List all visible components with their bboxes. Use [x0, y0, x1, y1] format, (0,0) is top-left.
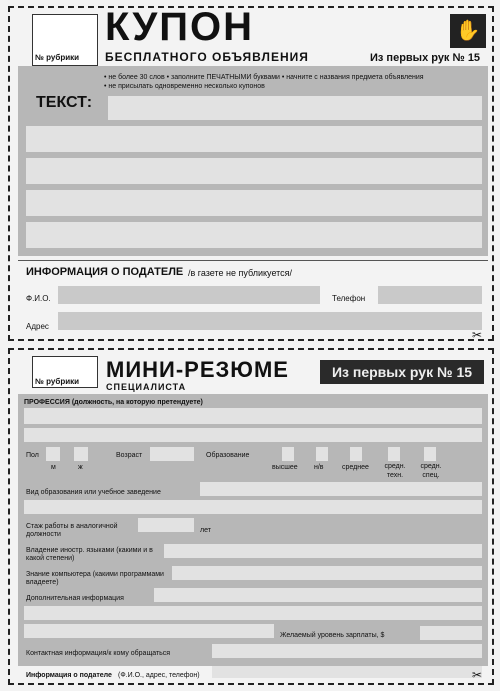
resume-additional-field-3[interactable]	[24, 624, 274, 638]
coupon-address-field[interactable]	[58, 312, 482, 330]
coupon-fio-label: Ф.И.О.	[26, 294, 51, 303]
resume-years-label: лет	[200, 527, 211, 534]
resume-salary-label: Желаемый уровень зарплаты, $	[280, 632, 385, 639]
coupon-address-label: Адрес	[26, 322, 49, 331]
resume-additional-field-2[interactable]	[24, 606, 482, 620]
resume-edu-box-2[interactable]	[316, 447, 328, 461]
coupon-info-heading: ИНФОРМАЦИЯ О ПОДАТЕЛЕ	[26, 266, 184, 278]
coupon-issue-label: Из первых рук № 15	[370, 52, 481, 64]
resume-contact-field[interactable]	[212, 644, 482, 658]
resume-salary-field[interactable]	[420, 626, 482, 640]
resume-profession-field[interactable]	[24, 408, 482, 424]
resume-submitter-note: (Ф.И.О., адрес, телефон)	[118, 672, 200, 679]
resume-subtitle: СПЕЦИАЛИСТА	[106, 382, 187, 392]
resume-computer-label: Знание компьютера (какими программами владеете)	[26, 571, 164, 586]
coupon-text-line-2[interactable]	[26, 126, 482, 152]
coupon-text-line-1[interactable]	[108, 96, 482, 120]
resume-edu-type-label: Вид образования или учебное заведение	[26, 489, 161, 496]
resume-computer-field[interactable]	[172, 566, 482, 580]
coupon-rubric-label: № рубрики	[35, 53, 80, 62]
resume-title: МИНИ-РЕЗЮМЕ	[106, 357, 289, 382]
coupon-text-line-3[interactable]	[26, 158, 482, 184]
coupon-text-line-5[interactable]	[26, 222, 482, 248]
resume-edu-box-4[interactable]	[388, 447, 400, 461]
coupon-phone-field[interactable]	[378, 286, 482, 304]
coupon-text-label: ТЕКСТ:	[36, 94, 93, 111]
scissors-icon-2: ✂	[472, 668, 483, 682]
resume-experience-field[interactable]	[138, 518, 194, 532]
resume-edu-type-field-2[interactable]	[24, 500, 482, 514]
newspaper-logo-icon: ✋	[450, 14, 486, 48]
coupon-fio-field[interactable]	[58, 286, 320, 304]
resume-profession-field-2[interactable]	[24, 428, 482, 442]
resume-profession-label: ПРОФЕССИЯ (должность, на которую претендуете)	[24, 399, 203, 406]
resume-edu-box-3[interactable]	[350, 447, 362, 461]
resume-languages-label: Владение иностр. языками (какими и в какой степени)	[26, 547, 153, 562]
resume-issue-badge: Из первых рук № 15	[320, 360, 484, 384]
resume-edu-option-2: н/в	[314, 464, 324, 471]
resume-sex-label: Пол	[26, 452, 39, 459]
coupon-info-note: /в газете не публикуется/	[188, 268, 293, 278]
scissors-icon: ✂	[472, 328, 483, 342]
resume-additional-label: Дополнительная информация	[26, 595, 124, 602]
resume-education-label: Образование	[206, 452, 250, 459]
resume-age-label: Возраст	[116, 452, 143, 459]
coupon-rules-line-1: • не более 30 слов • заполните ПЕЧАТНЫМИ буквами • начните с названия предмета объявления	[104, 74, 424, 81]
coupon-rules-line-2: • не присылать одновременно несколько купонов	[104, 83, 265, 90]
resume-contact-label: Контактная информация/к кому обращаться	[26, 650, 171, 657]
coupon-title: КУПОН	[105, 5, 255, 49]
resume-edu-box-1[interactable]	[282, 447, 294, 461]
resume-male-checkbox[interactable]	[46, 447, 60, 461]
resume-edu-option-5: средн. спец.	[420, 463, 442, 479]
resume-edu-option-1: высшее	[272, 464, 298, 471]
resume-male-label: м	[51, 464, 56, 471]
resume-submitter-label: Информация о подателе	[26, 672, 112, 679]
resume-age-field[interactable]	[150, 447, 194, 461]
coupon-divider	[18, 260, 488, 261]
coupon-subtitle: БЕСПЛАТНОГО ОБЪЯВЛЕНИЯ	[105, 50, 309, 64]
resume-languages-field[interactable]	[164, 544, 482, 558]
resume-edu-option-4: средн. техн.	[384, 463, 406, 479]
resume-submitter-field[interactable]	[212, 666, 482, 678]
resume-rubric-label: № рубрики	[35, 377, 80, 386]
resume-edu-box-5[interactable]	[424, 447, 436, 461]
coupon-phone-label: Телефон	[332, 294, 366, 303]
resume-experience-label: Стаж работы в аналогичной должности	[26, 523, 118, 538]
resume-additional-field[interactable]	[154, 588, 482, 602]
resume-female-label: ж	[78, 464, 83, 471]
resume-edu-type-field[interactable]	[200, 482, 482, 496]
coupon-text-line-4[interactable]	[26, 190, 482, 216]
resume-female-checkbox[interactable]	[74, 447, 88, 461]
resume-edu-option-3: среднее	[342, 464, 369, 471]
